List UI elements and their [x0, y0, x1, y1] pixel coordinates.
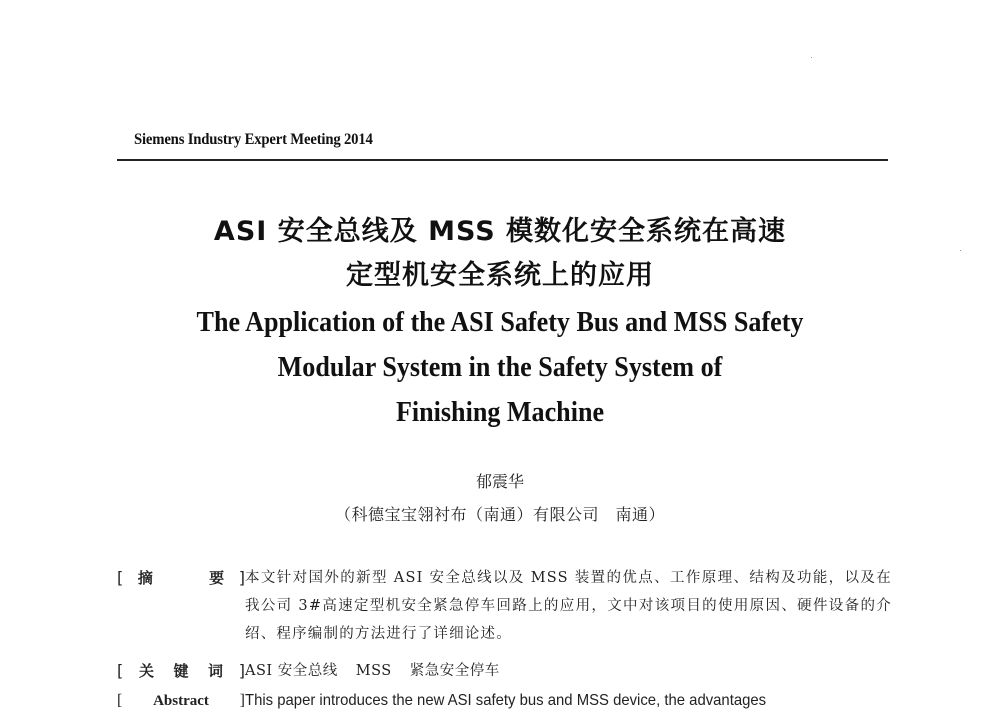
label-char: 摘 [137, 569, 153, 587]
label-char: 键 [173, 662, 189, 680]
header-rule [117, 159, 888, 161]
keywords-label [117, 660, 245, 685]
english-abstract-label [117, 690, 245, 715]
close-bracket: ] [239, 692, 245, 709]
chinese-title-line-1: ASI 安全总线及 MSS 模数化安全系统在高速 [213, 216, 787, 247]
author-name: 郁震华 [475, 472, 524, 491]
keyword: ASI 安全总线 [245, 663, 338, 679]
scan-speck [960, 250, 961, 251]
chinese-abstract [117, 567, 892, 648]
label-char: 词 [207, 662, 223, 680]
english-title-line-1: The Application of the ASI Safety Bus and MSS Safety [196, 306, 804, 338]
close-bracket: ] [238, 661, 245, 680]
english-abstract [117, 690, 892, 715]
chinese-abstract-label [117, 567, 245, 648]
chinese-abstract-text: 本文针对国外的新型 ASI 安全总线以及 MSS 装置的优点、工作原理、结构及功能，以及在我公司 3#高速定型机安全紧急停车回路上的应用，文中对该项目的使用原因、硬件设备的介绍、程序编制的方法进行了详细论述。 [245, 570, 892, 642]
open-bracket: [ [117, 661, 124, 680]
keywords-list [245, 657, 892, 685]
label-char: 关 [138, 662, 154, 680]
english-title [0, 300, 1000, 435]
close-bracket: ] [238, 568, 245, 587]
author-affiliation: （科德宝宝翎衬布（南通）有限公司 南通） [334, 505, 665, 524]
label-text: Abstract [153, 693, 209, 709]
english-abstract-text: This paper introduces the new ASI safety bus and MSS device, the advantages [245, 692, 767, 709]
english-title-line-2: Modular System in the Safety System of [277, 351, 723, 383]
chinese-title [0, 210, 1000, 298]
open-bracket: [ [117, 568, 124, 587]
english-title-line-3: Finishing Machine [395, 396, 605, 428]
keywords [117, 660, 892, 685]
label-char: 要 [209, 569, 225, 587]
keyword: MSS [355, 663, 392, 679]
keyword: 紧急安全停车 [409, 663, 500, 679]
chinese-title-line-2: 定型机安全系统上的应用 [346, 260, 654, 291]
running-header: Siemens Industry Expert Meeting 2014 [134, 131, 373, 148]
open-bracket: [ [117, 692, 123, 709]
scan-speck [811, 57, 812, 58]
